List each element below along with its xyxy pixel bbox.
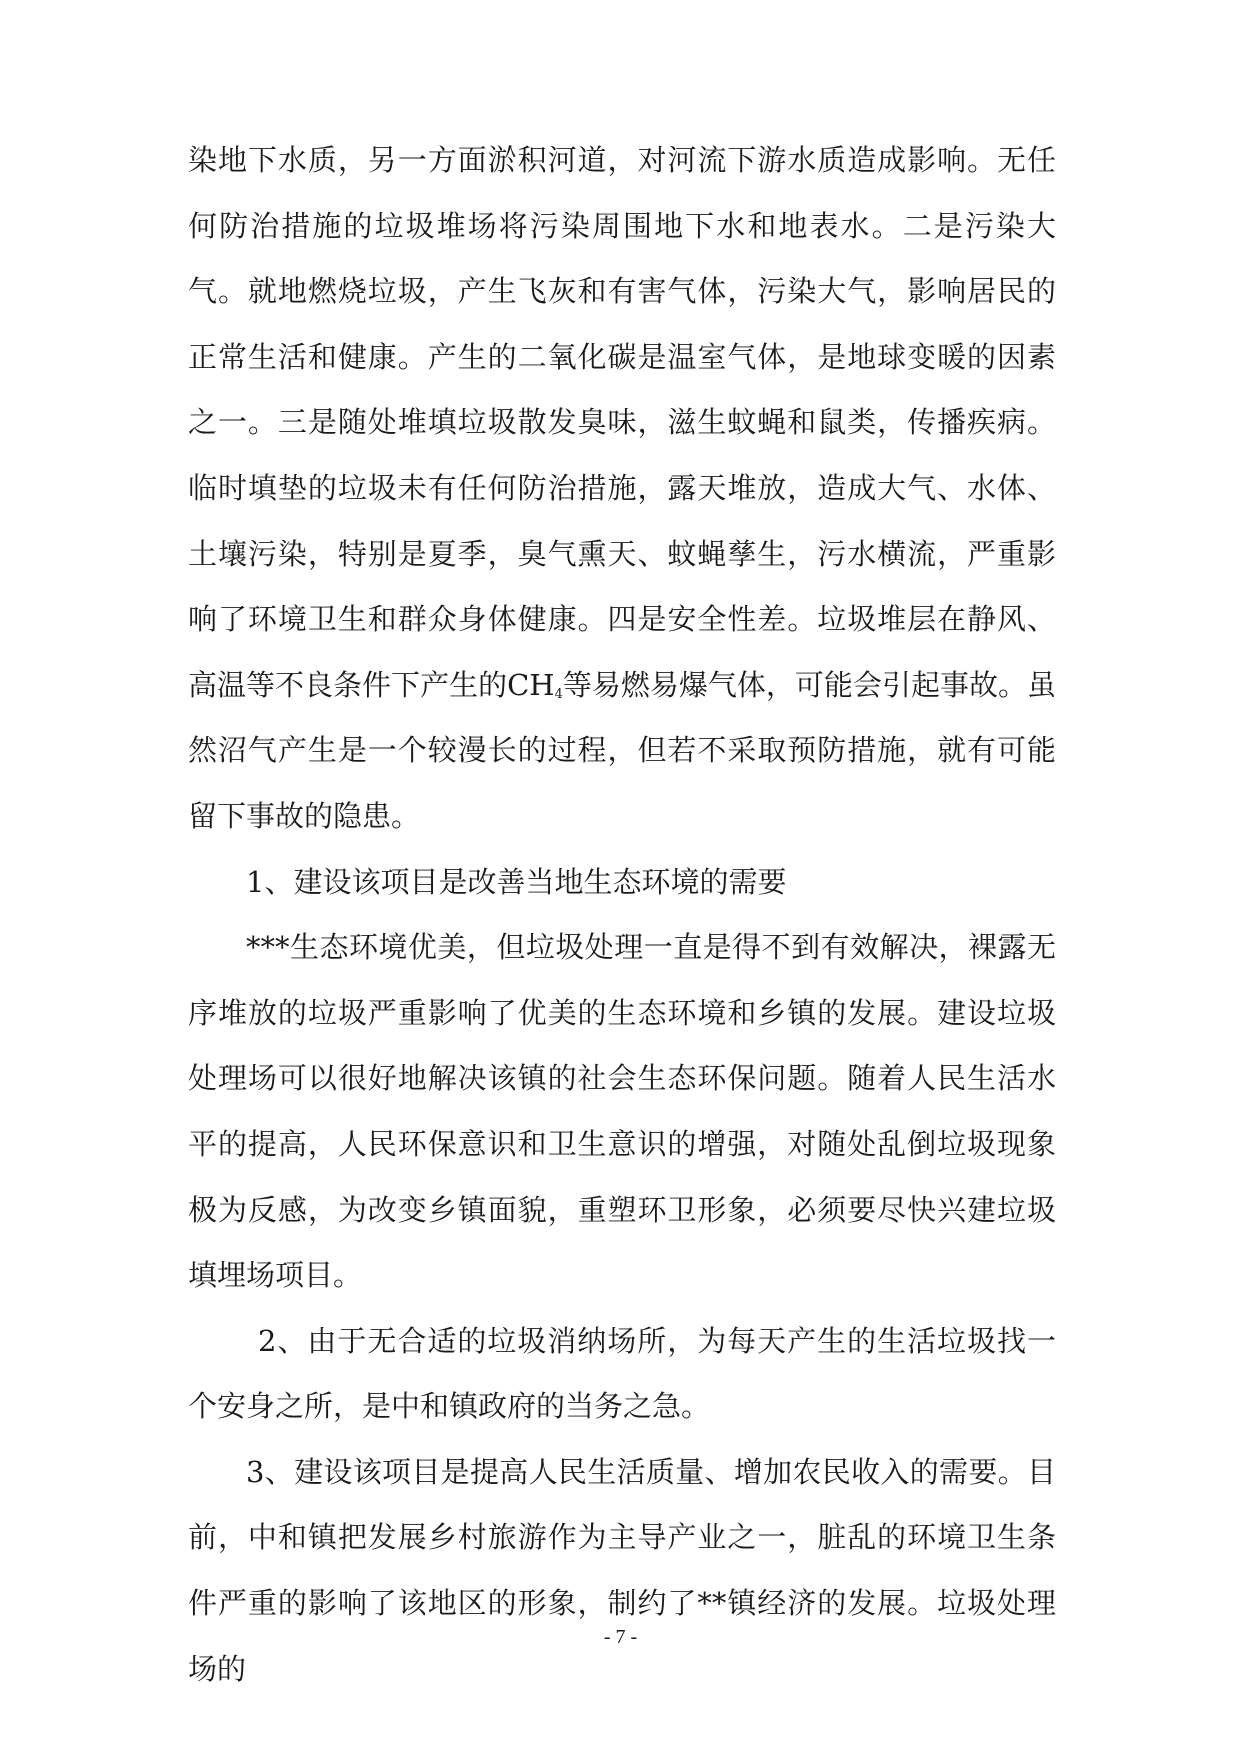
paragraph-heading-1: 1、建设该项目是改善当地生态环境的需要: [246, 864, 787, 899]
paragraph-text: 等易燃易爆气体，可能会引起事故。虽然沼气产生是一个较漫长的过程，但若不采取预防措施，就有可能留下事故的隐患。: [188, 667, 1056, 833]
body-text: [188, 128, 1056, 1702]
paragraph-text: 染地下水质，另一方面淤积河道，对河流下游水质造成影响。无任何防治措施的垃圾堆场将污染周围地下水和地表水。二是污染大气。就地燃烧垃圾，产生飞灰和有害气体，污染大气，影响居民的正常生活和健康。产生的二氧化碳是温室气体，是地球变暖的因素之一。三是随处堆填垃圾散发臭味，滋生蚊蝇和鼠类，传播疾病。临时填垫的垃圾未有任何防治措施，露天堆放，造成大气、水体、土壤污染，特别是夏季，臭气熏天、蚊蝇孳生，污水横流，严重影响了环境卫生和群众身体健康。四是安全性差。垃圾堆层在静风、高温等不良条件下产生的CH: [188, 143, 1056, 702]
paragraph-continuation: [188, 128, 1056, 850]
paragraph-ecology: ***生态环境优美，但垃圾处理一直是得不到有效解决，裸露无序堆放的垃圾严重影响了优美的生态环境和乡镇的发展。建设垃圾处理场可以很好地解决该镇的社会生态环保问题。随着人民生活水平的提高，人民环保意识和卫生意识的增强，对随处乱倒垃圾现象极为反感，为改变乡镇面貌，重塑环卫形象，必须要尽快兴建垃圾填埋场项目。: [188, 930, 1056, 1293]
subscript-text: 4: [554, 686, 563, 702]
paragraph-item-2: 2、由于无合适的垃圾消纳场所，为每天产生的生活垃圾找一个安身之所，是中和镇政府的当务之急。: [188, 1323, 1056, 1424]
page-number: - 7 -: [603, 1626, 638, 1648]
paragraph-item-3: 3、建设该项目是提高人民生活质量、增加农民收入的需要。目前，中和镇把发展乡村旅游作为主导产业之一，脏乱的环境卫生条件严重的影响了该地区的形象，制约了**镇经济的发展。垃圾处理场的: [188, 1454, 1056, 1686]
